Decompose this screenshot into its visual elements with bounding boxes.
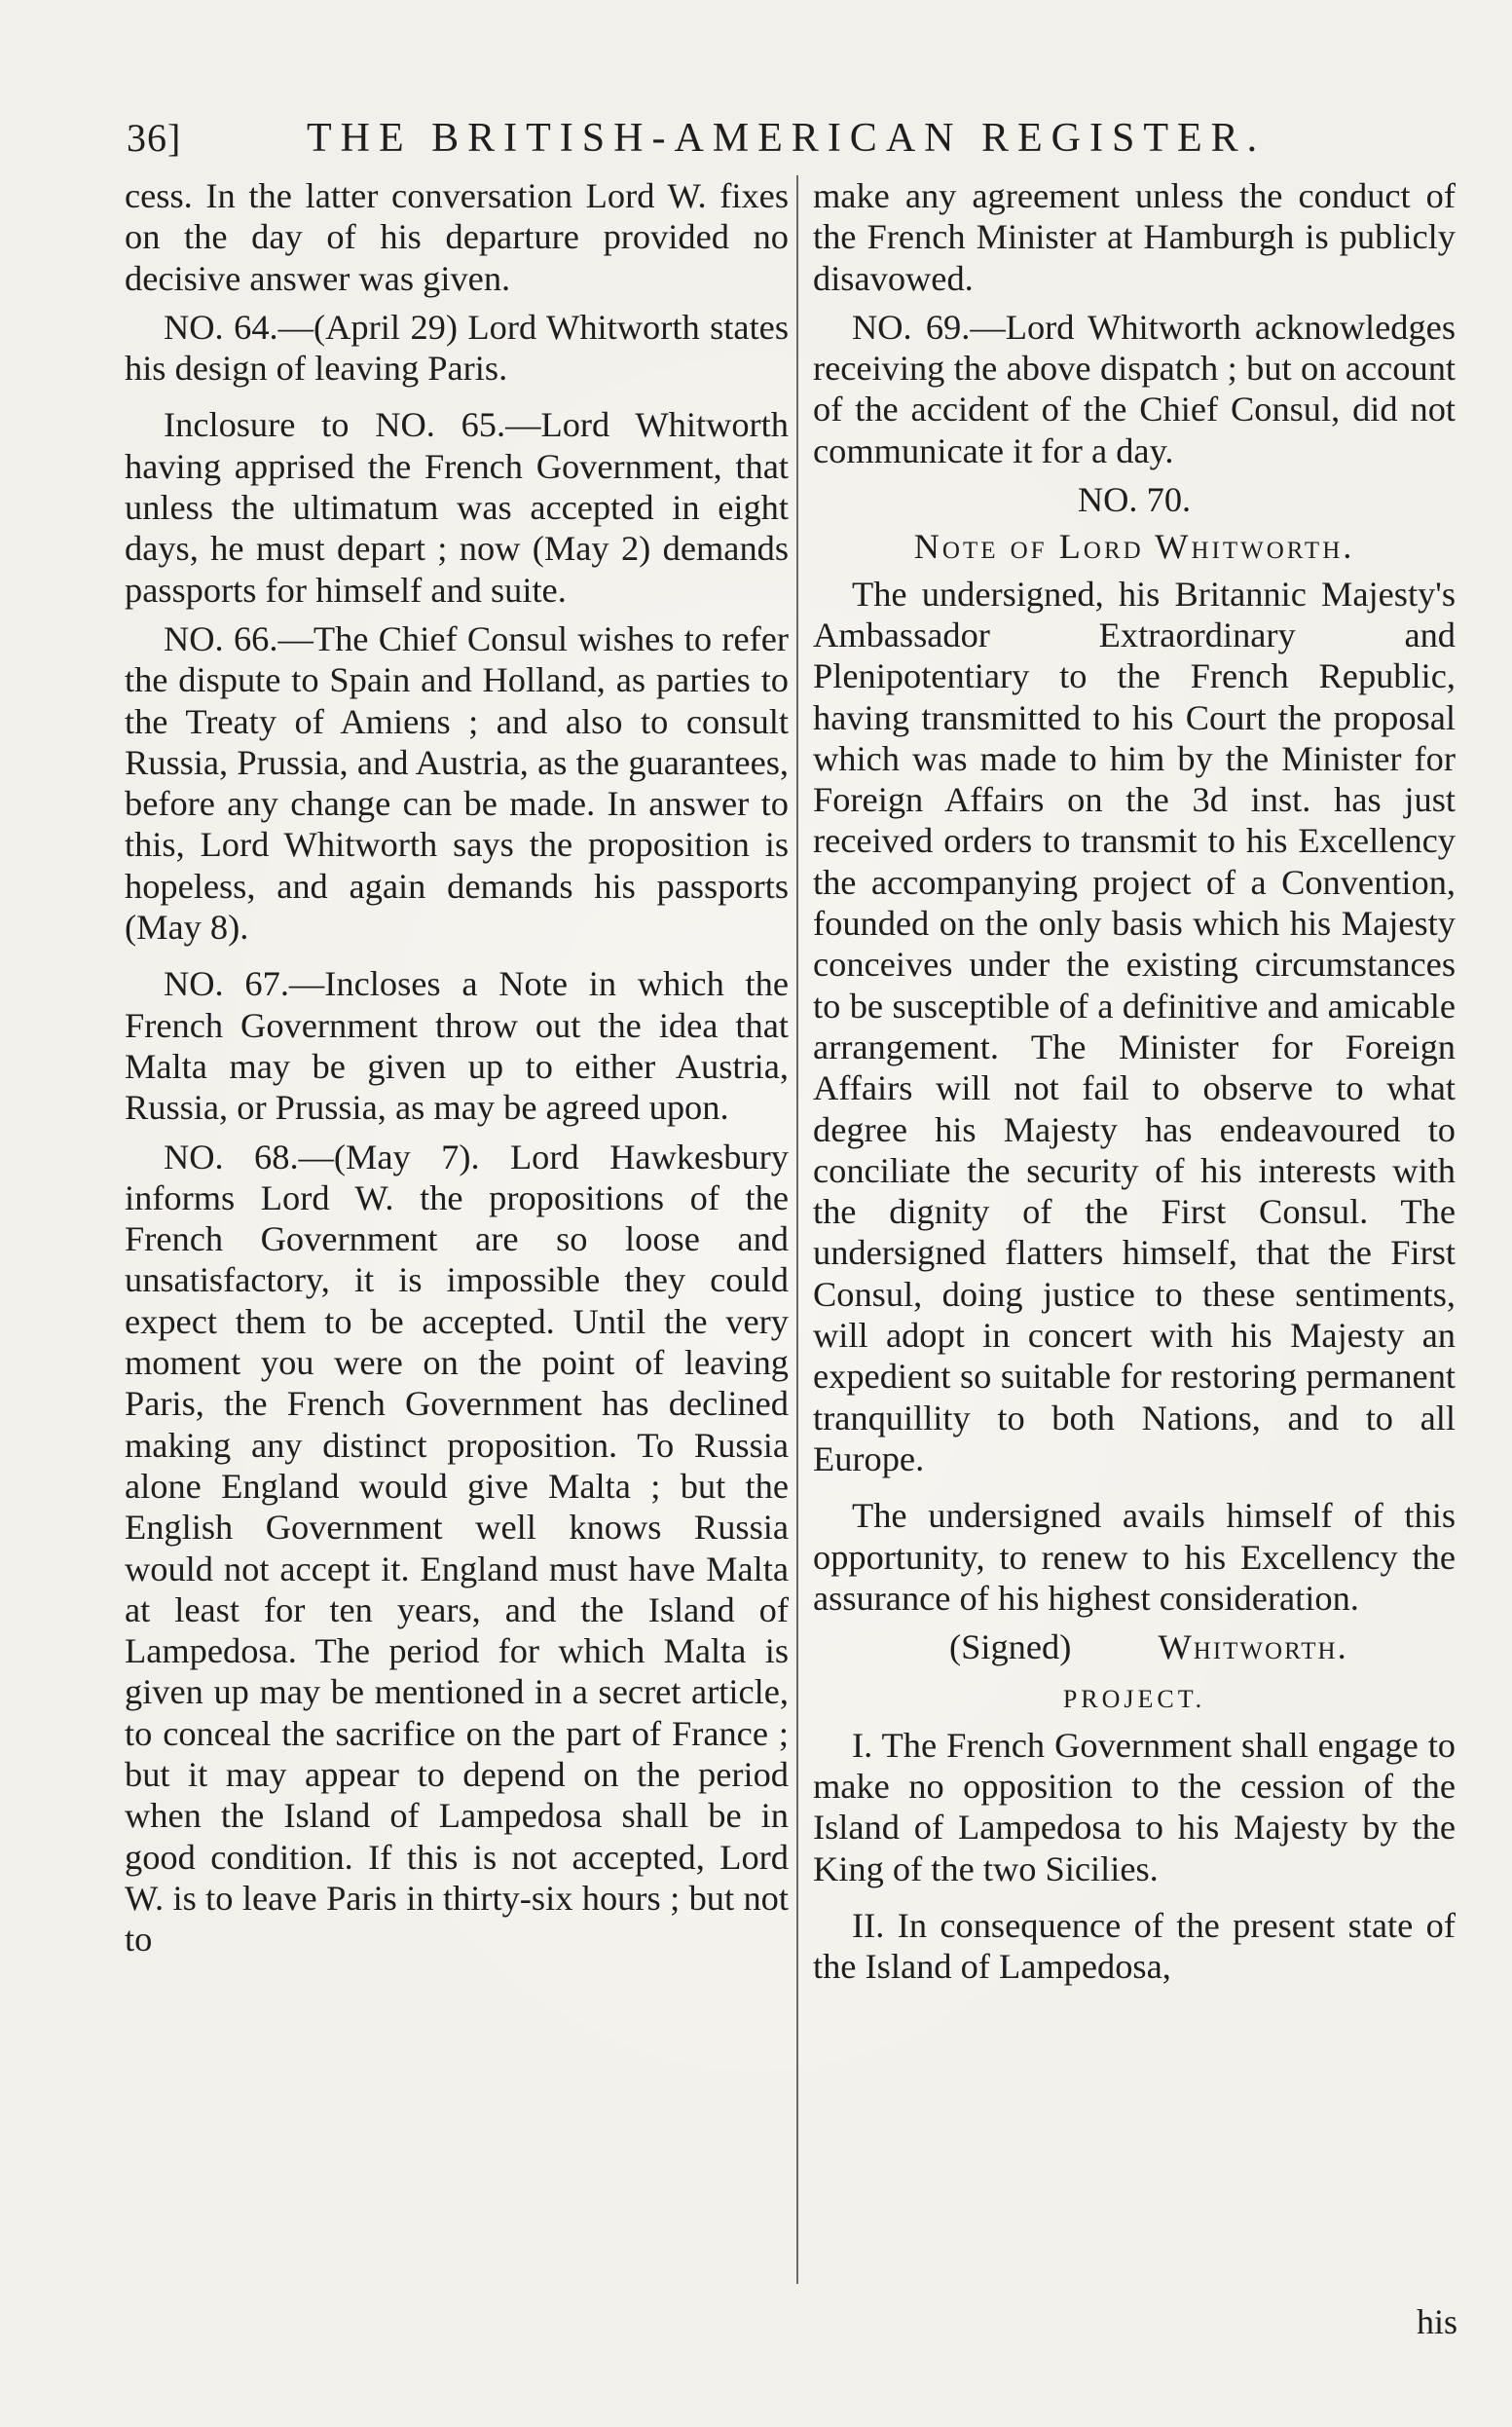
heading-project: PROJECT. bbox=[1062, 1685, 1206, 1714]
paragraph-no68: NO. 68.—(May 7). Lord Hawkesbury informs Lord W. the propositions of the French Government are so loose and unsatisfactory, it is impossible they could expect them to be accepted. Until the very moment you were on the point of leaving Paris, the French Government has declined making any distinct proposition. To Russia alone England would give Malta ; but the English Government well knows Russia would not accept it. England must have Malta at least for ten years, and the Island of Lampedosa. The period for which Malta is given up may be mentioned in a secret article, to conceal the sacrifice on the part of France ; but it may appear to depend on the period when the Island of Lampedosa shall be in good condition. If this is not accepted, Lord W. is to leave Paris in thirty-six hours ; but not to bbox=[125, 1137, 789, 1960]
heading-note: Note of Lord Whitworth. bbox=[913, 527, 1355, 567]
catchword: his bbox=[1417, 2302, 1458, 2341]
running-title: THE BRITISH-AMERICAN REGISTER. bbox=[307, 116, 1267, 161]
signatory-name: Whitworth. bbox=[1158, 1627, 1348, 1667]
page-number: 36] bbox=[127, 116, 182, 160]
paragraph-continuation: cess. In the latter conversation Lord W. fixes on the day of his departure provided no decisive answer was given. bbox=[125, 176, 789, 298]
paragraph-note-closing: The undersigned avails himself of this opportunity, to renew to his Excellency the assurance of his highest consideration. bbox=[813, 1496, 1456, 1618]
signed-label: (Signed) bbox=[949, 1627, 1072, 1667]
paragraph-article-2: II. In consequence of the present state of the Island of Lampedosa, bbox=[813, 1905, 1456, 1987]
paragraph-no67: NO. 67.—Incloses a Note in which the French Government throw out the idea that Malta may be given up to either Austria, Russia, or Prussia, as may be agreed upon. bbox=[125, 964, 789, 1128]
paragraph-no66: NO. 66.—The Chief Consul wishes to refer the dispute to Spain and Holland, as parties to the Treaty of Amiens ; and also to consult Russia, Prussia, and Austria, as the guarantees, before any change can be made. In answer to this, Lord Whitworth says the proposition is hopeless, and again demands his passports (May 8). bbox=[125, 618, 789, 948]
signature-line bbox=[813, 1626, 1456, 1667]
right-column bbox=[813, 175, 1456, 1995]
paragraph-no69: NO. 69.—Lord Whitworth acknowledges receiving the above dispatch ; but on account of the accident of the Chief Consul, did not communicate it for a day. bbox=[813, 307, 1456, 470]
paragraph-continuation-right: make any agreement unless the conduct of the French Minister at Hamburgh is publicly disavowed. bbox=[813, 176, 1456, 298]
heading-no70: NO. 70. bbox=[1077, 480, 1192, 520]
paragraph-no64: NO. 64.—(April 29) Lord Whitworth states his design of leaving Paris. bbox=[125, 307, 789, 389]
paragraph-inclosure-no65: Inclosure to NO. 65.—Lord Whitworth having apprised the French Government, that unless the ultimatum was accepted in eight days, he must depart ; now (May 2) demands passports for himself and suite. bbox=[125, 405, 789, 610]
left-column bbox=[125, 175, 789, 1967]
page-header bbox=[127, 115, 1324, 173]
paragraph-article-1: I. The French Government shall engage to make no opposition to the cession of the Island of Lampedosa to his Majesty by the King of the two Sicilies. bbox=[813, 1725, 1456, 1888]
column-divider bbox=[796, 175, 798, 2284]
paragraph-note-body: The undersigned, his Britannic Majesty's Ambassador Extraordinary and Plenipotentiary to the French Republic, having transmitted to his Court the proposal which was made to him by the Minister for Foreign Affairs on the 3d inst. has just received orders to transmit to his Excellency the accompanying project of a Convention, founded on the only basis which his Majesty conceives under the existing circumstances to be susceptible of a definitive and amicable arrangement. The Minister for Foreign Affairs will not fail to observe to what degree his Majesty has endeavoured to conciliate the security of his interests with the dignity of the First Consul. The undersigned flatters himself, that the First Consul, doing justice to these sentiments, will adopt in concert with his Majesty an expedient so suitable for restoring permanent tranquillity to both Nations, and to all Europe. bbox=[813, 574, 1456, 1478]
